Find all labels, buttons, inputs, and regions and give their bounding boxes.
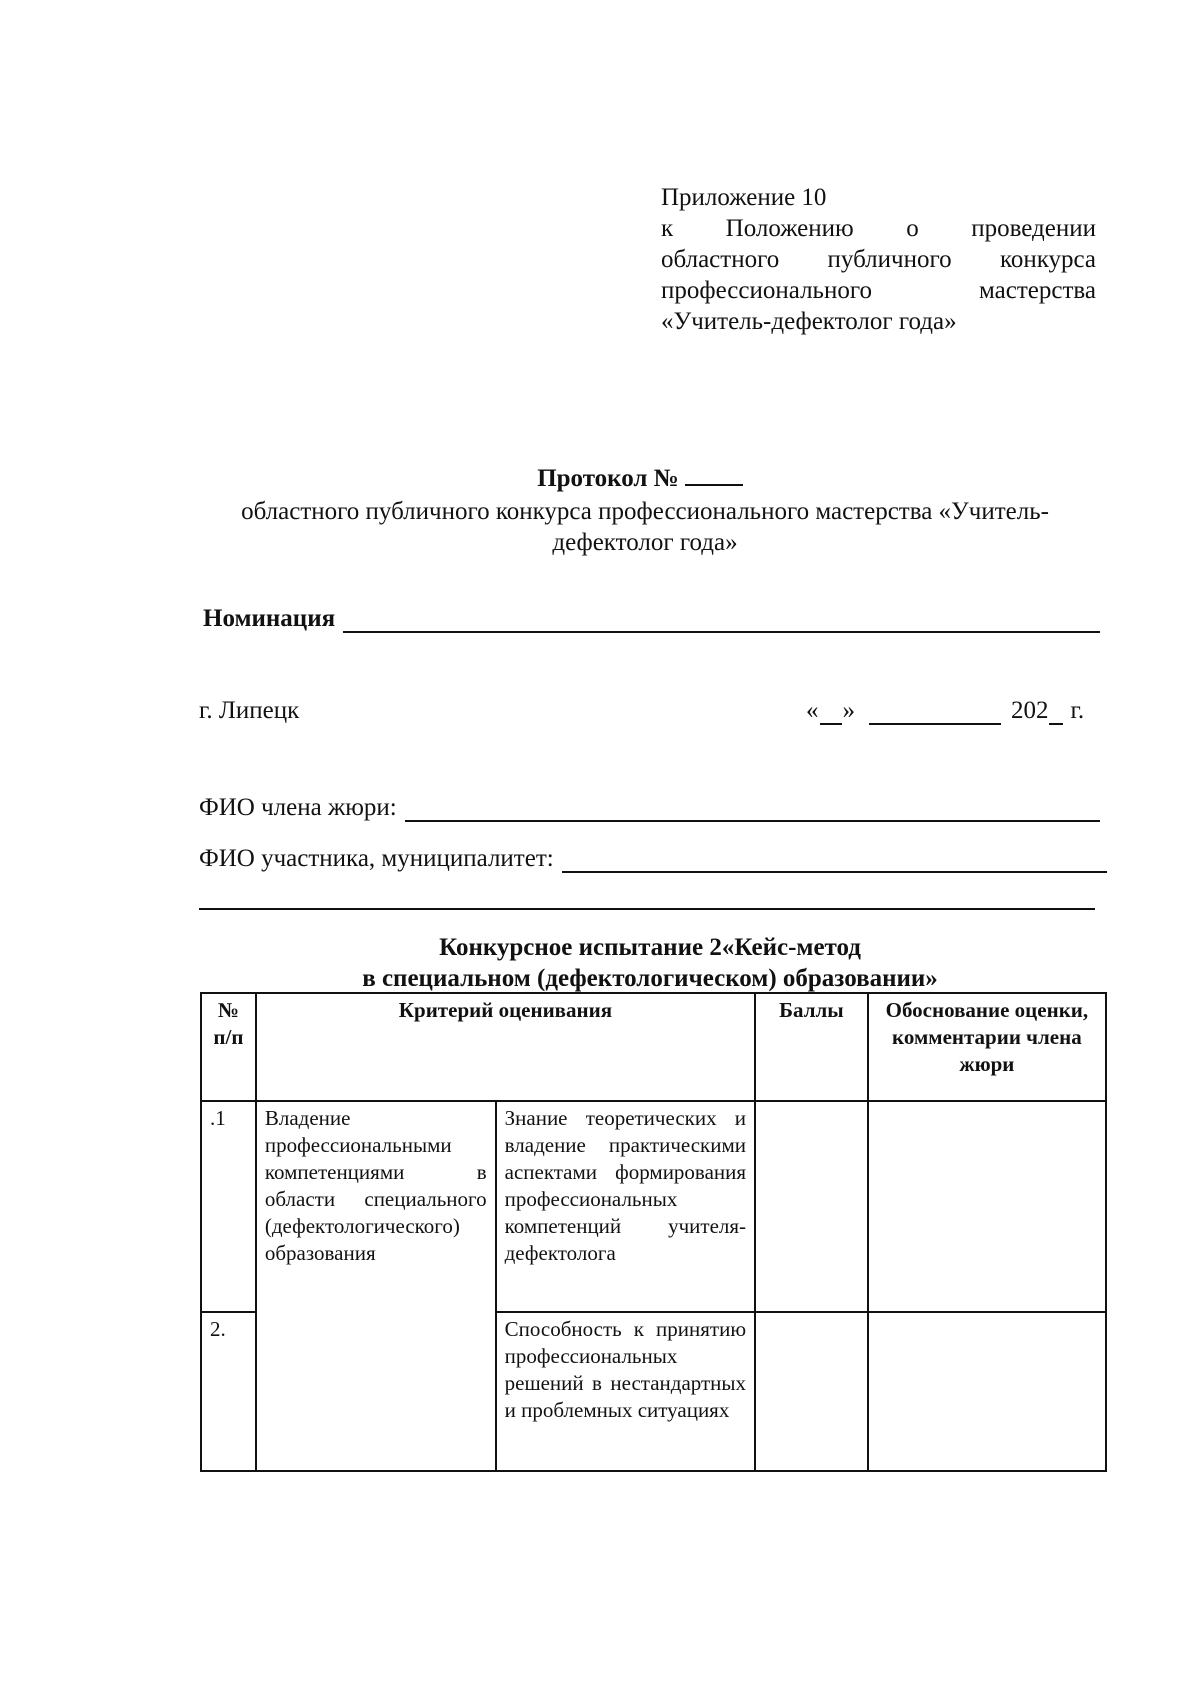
header-criterion: Критерий оценивания — [256, 993, 755, 1101]
row-number: 2. — [201, 1312, 256, 1471]
participant-field — [199, 845, 1107, 873]
protocol-number-blank[interactable] — [685, 462, 743, 486]
row-number: .1 — [201, 1101, 256, 1312]
row-indicator: Способность к принятию профессиональных решений в нестандартных и проблемных ситуациях — [496, 1312, 755, 1471]
header-justification: Обоснование оценки, комментарии члена жюри — [868, 993, 1106, 1101]
group-criterion: Владение профессиональными компетенциями в области специального (дефектологического) образования — [256, 1101, 496, 1471]
table-row — [201, 1101, 1106, 1312]
test-title-line-1: Конкурсное испытание 2«Кейс-метод — [439, 934, 861, 961]
appendix-word: Положению — [725, 215, 854, 242]
month-blank[interactable] — [869, 701, 1001, 725]
participant-blank-continued[interactable] — [199, 908, 1095, 910]
appendix-line-3 — [661, 244, 1096, 275]
appendix-word: областного — [661, 246, 780, 273]
header-score: Баллы — [755, 993, 868, 1101]
year-blank[interactable] — [1049, 701, 1063, 725]
appendix-word: профессионального — [661, 277, 872, 304]
appendix-line-4 — [661, 275, 1096, 306]
appendix-block — [661, 182, 1096, 337]
jury-field — [199, 794, 1100, 822]
appendix-word: к — [661, 215, 674, 242]
protocol-subtitle-line-2: дефектолог года» — [552, 529, 738, 556]
date-open-quote: « — [806, 697, 819, 724]
jury-blank[interactable] — [405, 796, 1100, 822]
protocol-subtitle-line-1: областного публичного конкурса профессионального мастерства «Учитель- — [241, 498, 1049, 525]
criteria-table — [200, 992, 1107, 1472]
score-cell[interactable] — [755, 1312, 868, 1471]
header-num: № п/п — [201, 993, 256, 1101]
appendix-word: мастерства — [979, 277, 1096, 304]
date-close-quote: » — [842, 697, 855, 724]
nomination-blank[interactable] — [343, 607, 1100, 633]
appendix-word: конкурса — [999, 246, 1096, 273]
appendix-word: о — [906, 215, 919, 242]
appendix-line-2 — [661, 213, 1096, 244]
test-title — [300, 932, 1000, 994]
appendix-line-5: «Учитель-дефектолог года» — [661, 308, 957, 335]
date-field — [806, 697, 1084, 725]
nomination-label: Номинация — [203, 605, 336, 632]
nomination-field — [203, 605, 1100, 633]
appendix-line-1: Приложение 10 — [661, 184, 827, 211]
jury-label: ФИО члена жюри: — [199, 794, 397, 821]
appendix-word: проведении — [971, 215, 1096, 242]
participant-blank[interactable] — [562, 847, 1107, 873]
comment-cell[interactable] — [868, 1101, 1106, 1312]
appendix-word: публичного — [827, 246, 952, 273]
protocol-title — [190, 462, 1090, 494]
year-suffix: г. — [1070, 697, 1085, 724]
protocol-subtitle — [200, 496, 1090, 558]
participant-label: ФИО участника, муниципалитет: — [199, 845, 554, 872]
test-title-line-2: в специальном (дефектологическом) образовании» — [362, 965, 938, 992]
comment-cell[interactable] — [868, 1312, 1106, 1471]
day-blank[interactable] — [820, 701, 842, 725]
row-indicator: Знание теоретических и владение практическими аспектами формирования профессиональных компетенций учителя-дефектолога — [496, 1101, 755, 1312]
table-header-row — [201, 993, 1106, 1101]
city: г. Липецк — [199, 697, 300, 724]
year-prefix: 202 — [1011, 697, 1049, 724]
protocol-title-text: Протокол № — [537, 465, 679, 492]
score-cell[interactable] — [755, 1101, 868, 1312]
